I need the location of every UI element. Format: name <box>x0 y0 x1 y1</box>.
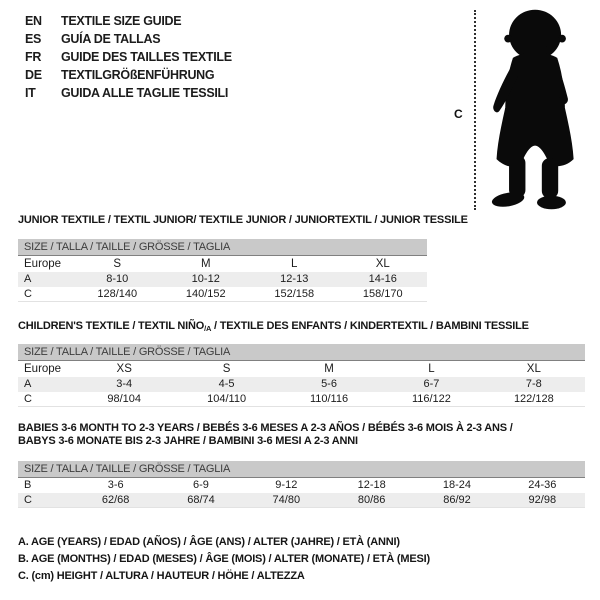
language-label: GUIDA ALLE TAGLIE TESSILI <box>61 86 229 100</box>
language-code: IT <box>25 86 36 100</box>
table-row-b <box>18 478 585 493</box>
table-cell: 6-9 <box>193 479 209 491</box>
column-header-row <box>18 361 585 377</box>
table-cell: 140/152 <box>185 288 226 300</box>
table-cell: 6-7 <box>423 378 440 390</box>
column-header: S <box>222 363 231 375</box>
table-cell: 116/122 <box>411 393 451 405</box>
table-cell: 3-6 <box>107 479 124 491</box>
language-label: GUÍA DE TALLAS <box>61 32 161 46</box>
column-header: M <box>200 258 211 270</box>
table-cell: 9-12 <box>275 479 298 491</box>
section-title-babies <box>18 422 513 448</box>
table-cell: 152/158 <box>274 288 315 300</box>
table-cell: 12-13 <box>280 273 309 285</box>
size-header-bar: SIZE / TALLA / TAILLE / GRÖSSE / TAGLIA <box>18 461 585 478</box>
table-cell: 18-24 <box>442 479 472 491</box>
language-label: TEXTILGRÖßENFÜHRUNG <box>61 68 215 82</box>
row-label: A <box>24 273 32 285</box>
table-cell: 62/68 <box>101 494 130 506</box>
baby-figure <box>452 4 592 216</box>
measure-label-c: C <box>454 107 463 121</box>
table-row-c <box>18 493 585 508</box>
language-code: EN <box>25 14 42 28</box>
section-title-children-sub: /A <box>204 324 212 333</box>
section-title-babies-line1: BABIES 3-6 MONTH TO 2-3 YEARS / BEBÉS 3-6 MESES A 2-3 AÑOS / BÉBÉS 3-6 MOIS À 2-3 ANS / <box>18 422 513 434</box>
table-cell: 7-8 <box>525 378 542 390</box>
language-code: DE <box>25 68 42 82</box>
language-row-es <box>25 30 232 48</box>
column-header: XL <box>526 363 541 375</box>
table-junior <box>18 239 427 302</box>
table-cell: 86/92 <box>443 494 471 506</box>
language-row-it <box>25 84 232 102</box>
language-row-de <box>25 66 232 84</box>
table-row-a <box>18 272 427 287</box>
table-cell: 68/74 <box>187 494 215 506</box>
section-title-children-pre: CHILDREN'S TEXTILE / TEXTIL NIÑO <box>18 320 205 332</box>
table-row-c <box>18 392 585 407</box>
table-cell: 98/104 <box>107 393 142 405</box>
legend-line-c: C. (cm) HEIGHT / ALTURA / HAUTEUR / HÖHE / ALTEZZA <box>18 570 305 582</box>
table-cell: 80/86 <box>357 494 386 506</box>
column-header: XL <box>375 258 390 270</box>
table-cell: 5-6 <box>321 378 337 390</box>
table-cell: 74/80 <box>272 494 301 506</box>
table-children <box>18 344 585 407</box>
language-label: TEXTILE SIZE GUIDE <box>61 14 182 28</box>
table-babies <box>18 461 585 508</box>
language-list <box>25 12 232 102</box>
table-row-c <box>18 287 427 302</box>
table-cell: 92/98 <box>528 494 557 506</box>
size-header-bar: SIZE / TALLA / TAILLE / GRÖSSE / TAGLIA <box>18 344 585 361</box>
section-title-children <box>18 320 529 335</box>
column-header: L <box>428 363 435 375</box>
column-header-europe: Europe <box>24 258 62 270</box>
row-label: C <box>24 494 32 506</box>
table-cell: 3-4 <box>116 378 133 390</box>
row-label: B <box>24 479 32 491</box>
language-code: FR <box>25 50 42 64</box>
row-label: A <box>24 378 32 390</box>
column-header-row <box>18 256 427 272</box>
table-cell: 128/140 <box>97 288 138 300</box>
section-title-children-post: / TEXTILE DES ENFANTS / KINDERTEXTIL / BAMBINI TESSILE <box>211 320 529 332</box>
column-header: L <box>291 258 298 270</box>
legend-line-a: A. AGE (YEARS) / EDAD (AÑOS) / ÂGE (ANS) / ALTER (JAHRE) / ETÀ (ANNI) <box>18 536 400 548</box>
table-cell: 14-16 <box>368 273 397 285</box>
table-cell: 8-10 <box>106 273 129 285</box>
table-cell: 10-12 <box>191 273 220 285</box>
baby-silhouette-icon <box>484 4 590 214</box>
measurement-legend <box>18 534 430 585</box>
table-cell: 122/128 <box>513 393 554 405</box>
language-code: ES <box>25 32 42 46</box>
column-header: XS <box>116 363 132 375</box>
column-header: S <box>113 258 122 270</box>
table-cell: 110/116 <box>309 393 349 405</box>
row-label: C <box>24 393 32 405</box>
language-row-fr <box>25 48 232 66</box>
height-measure-dotted-line <box>474 10 476 210</box>
section-title-junior: JUNIOR TEXTILE / TEXTIL JUNIOR/ TEXTILE JUNIOR / JUNIORTEXTIL / JUNIOR TESSILE <box>18 214 468 226</box>
language-label: GUIDE DES TAILLES TEXTILE <box>61 50 232 64</box>
table-cell: 158/170 <box>362 288 403 300</box>
size-header-bar: SIZE / TALLA / TAILLE / GRÖSSE / TAGLIA <box>18 239 427 256</box>
section-title-babies-line2: BABYS 3-6 MONATE BIS 2-3 JAHRE / BAMBINI 3-6 MESI A 2-3 ANNI <box>18 435 358 447</box>
column-header: M <box>324 363 334 375</box>
row-label: C <box>24 288 32 300</box>
legend-line-b: B. AGE (MONTHS) / EDAD (MESES) / ÂGE (MOIS) / ALTER (MONATE) / ETÀ (MESI) <box>18 553 430 565</box>
table-cell: 104/110 <box>207 393 247 405</box>
column-header-europe: Europe <box>24 363 62 375</box>
table-cell: 12-18 <box>357 479 386 491</box>
table-cell: 24-36 <box>528 479 557 491</box>
table-cell: 4-5 <box>218 378 235 390</box>
language-row-en <box>25 12 232 30</box>
table-row-a <box>18 377 585 392</box>
